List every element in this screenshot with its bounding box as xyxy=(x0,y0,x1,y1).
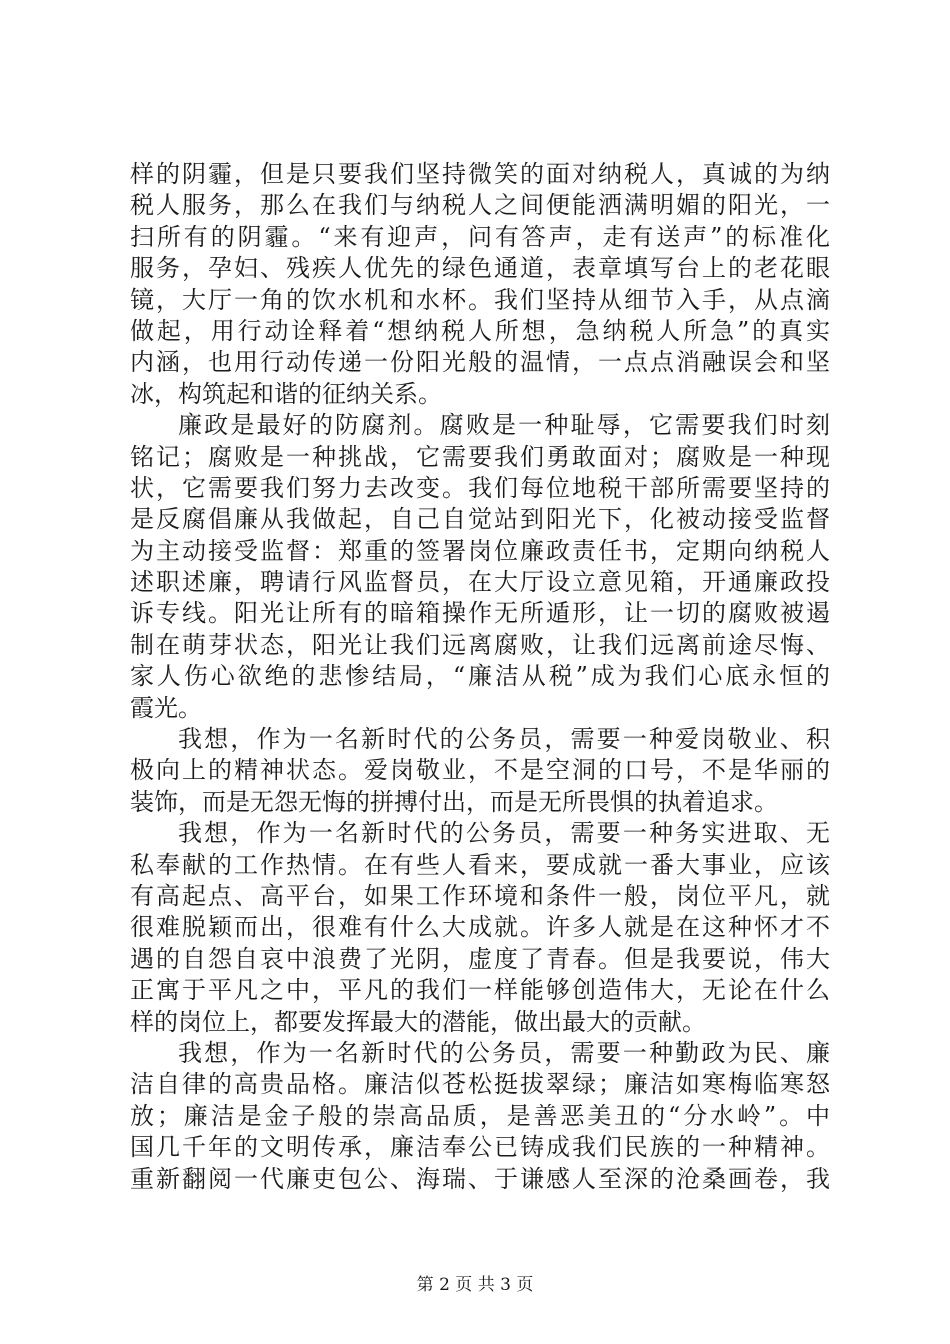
text-line: 霞光。 xyxy=(130,693,202,722)
text-line: 冰，构筑起和谐的征纳关系。 xyxy=(130,379,442,408)
text-line: 有高起点、高平台，如果工作环境和条件一般，岗位平凡，就 xyxy=(130,881,830,910)
text-line: 税人服务，那么在我们与纳税人之间便能洒满明媚的阳光，一 xyxy=(130,191,830,220)
text-line: 国几千年的文明传承，廉洁奉公已铸成我们民族的一种精神。 xyxy=(130,1133,830,1162)
text-line: 样的阴霾，但是只要我们坚持微笑的面对纳税人，真诚的为纳 xyxy=(130,160,830,188)
text-line: 诉专线。阳光让所有的暗箱操作无所遁形，让一切的腐败被遏 xyxy=(130,599,830,628)
text-line: 很难脱颖而出，很难有什么大成就。许多人就是在这种怀才不 xyxy=(130,913,830,942)
text-line: 家人伤心欲绝的悲惨结局，“廉洁从税”成为我们心底永恒的 xyxy=(130,662,830,691)
text-line: 做起，用行动诠释着“想纳税人所想，急纳税人所急”的真实 xyxy=(130,316,830,345)
text-line: 内涵，也用行动传递一份阳光般的温情，一点点消融误会和坚 xyxy=(130,348,830,377)
paragraph xyxy=(130,724,830,818)
text-line: 私奉献的工作热情。在有些人看来，要成就一番大事业，应该 xyxy=(130,850,830,879)
text-line: 述职述廉，聘请行风监督员，在大厅设立意见箱，开通廉政投 xyxy=(130,568,830,597)
text-line: 制在萌芽状态，阳光让我们远离腐败，让我们远离前途尽悔、 xyxy=(130,630,830,659)
paragraph xyxy=(130,410,830,724)
text-line: 样的岗位上，都要发挥最大的潜能，做出最大的贡献。 xyxy=(130,1007,706,1036)
text-line: 为主动接受监督：郑重的签署岗位廉政责任书，定期向纳税人 xyxy=(130,536,830,565)
text-line: 廉政是最好的防腐剂。腐败是一种耻辱，它需要我们时刻 xyxy=(178,411,830,440)
text-line: 遇的自怨自哀中浪费了光阴，虚度了青春。但是我要说，伟大 xyxy=(130,944,830,973)
document-body xyxy=(130,159,830,1195)
text-line: 我想，作为一名新时代的公务员，需要一种务实进取、无 xyxy=(178,819,830,848)
text-line: 我想，作为一名新时代的公务员，需要一种爱岗敬业、积 xyxy=(178,725,830,754)
paragraph xyxy=(130,159,830,410)
page-footer: 第 2 页 共 3 页 xyxy=(416,1275,534,1295)
text-line: 装饰，而是无怨无悔的拼搏付出，而是无所畏惧的执着追求。 xyxy=(130,787,778,816)
text-line: 状，它需要我们努力去改变。我们每位地税干部所需要坚持的 xyxy=(130,473,830,502)
text-line: 我想，作为一名新时代的公务员，需要一种勤政为民、廉 xyxy=(178,1038,830,1067)
paragraph xyxy=(130,818,830,1038)
text-line: 洁自律的高贵品格。廉洁似苍松挺拔翠绿；廉洁如寒梅临寒怒 xyxy=(130,1070,830,1099)
text-line: 铭记；腐败是一种挑战，它需要我们勇敢面对；腐败是一种现 xyxy=(130,442,830,471)
text-line: 正寓于平凡之中，平凡的我们一样能够创造伟大，无论在什么 xyxy=(130,976,830,1005)
paragraph xyxy=(130,1038,830,1195)
text-line: 极向上的精神状态。爱岗敬业，不是空洞的口号，不是华丽的 xyxy=(130,756,830,785)
text-line: 放；廉洁是金子般的崇高品质，是善恶美丑的“分水岭”。中 xyxy=(130,1101,830,1130)
text-line: 重新翻阅一代廉吏包公、海瑞、于谦感人至深的沧桑画卷，我 xyxy=(130,1164,830,1193)
text-line: 服务，孕妇、残疾人优先的绿色通道，表章填写台上的老花眼 xyxy=(130,254,830,283)
text-line: 扫所有的阴霾。“来有迎声，问有答声，走有送声”的标准化 xyxy=(130,222,830,251)
text-line: 镜，大厅一角的饮水机和水杯。我们坚持从细节入手，从点滴 xyxy=(130,285,830,314)
text-line: 是反腐倡廉从我做起，自己自觉站到阳光下，化被动接受监督 xyxy=(130,505,830,534)
